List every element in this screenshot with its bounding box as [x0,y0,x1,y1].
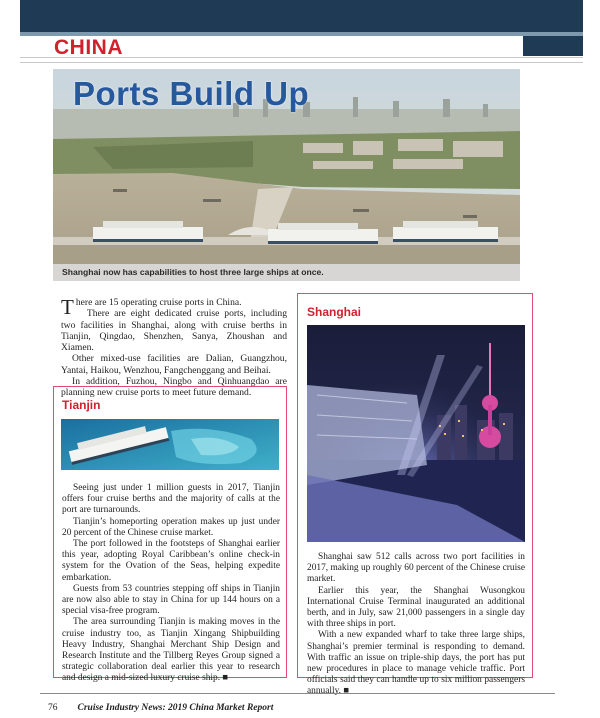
intro-paragraph: Other mixed-use facilities are Dalian, Guangzhou, Yantai, Haikou, Wenzhou, Fangchenggang and Beihai. [61,353,287,376]
header-rule [20,57,583,63]
page-number: 76 [48,703,58,713]
tianjin-paragraph: The port followed in the footsteps of Shanghai earlier this year, adopting Royal Caribbean’s online check-in system for the Ovation of the Seas, helping expedite embarkation. [62,539,280,583]
shanghai-paragraph: Shanghai saw 512 calls across two port facilities in 2017, making up roughly 60 percent of the Chinese cruise market. [307,552,525,585]
tianjin-sidebar [53,386,287,684]
intro-paragraph: In addition, Fuzhou, Ningbo and Qinhuangdao are planning new cruise ports to meet future demand. [61,376,287,399]
hero-photo [53,69,520,281]
tianjin-body [62,483,280,685]
tianjin-photo [61,419,279,470]
page-footer [48,703,273,713]
intro-paragraph: There are 15 operating cruise ports in China. [61,295,242,319]
drop-cap: T [61,295,74,319]
shanghai-body [307,552,525,698]
tianjin-paragraph: Seeing just under 1 million guests in 2017, Tianjin offers four cruise berths and the majority of calls at the port are turnarounds. [62,483,280,516]
intro-paragraph: There are eight dedicated cruise ports, including two facilities in Shanghai, along with cruise berths in Tianjin, Qingdao, Shenzhen, Sanya, Zhoushan and Xiamen. [61,308,287,354]
header-rule-tab [523,36,583,56]
publication-title: Cruise Industry News: 2019 China Market Report [77,703,274,713]
shanghai-paragraph: With a new expanded wharf to take three large ships, Shanghai’s premier terminal is responding to demand. With traffic an issue on triple-ship days, the port has put new procedures in place to manage vehicle traffic. Port officials said they can handle up to six million passengers annually. ■ [307,630,525,697]
shanghai-paragraph: Earlier this year, the Shanghai Wusongkou International Cruise Terminal inaugurated an additional berth, and in July, saw 21,000 passengers in a single day with three ships in port. [307,585,525,630]
tianjin-paragraph: Tianjin’s homeporting operation makes up just under 20 percent of the Chinese cruise market. [62,516,280,538]
tianjin-paragraph: Guests from 53 countries stepping off ships in Tianjin are now also able to stay in China for up 144 hours on a special visa-free program. [62,583,280,617]
photo-caption: Shanghai now has capabilities to host three large ships at once. [53,264,520,281]
shanghai-photo [307,325,525,542]
tianjin-paragraph: The area surrounding Tianjin is making moves in the cruise industry too, as Tianjin Xingang Shipbuilding Heavy Industry, Shanghai Merchant Ship Design and Research Institute and the Tillberg Reyes Group signed a strategic collaboration deal earlier this year to research and design a mid-sized luxury cruise ship. ■ [62,617,280,684]
shanghai-sidebar [297,293,533,697]
footer-rule [40,693,555,694]
article-title: Ports Build Up [73,75,310,112]
section-label: CHINA [54,36,123,59]
tianjin-heading: Tianjin [62,398,101,412]
shanghai-heading: Shanghai [307,305,362,319]
intro-text [61,297,287,399]
header-bar [20,0,583,32]
